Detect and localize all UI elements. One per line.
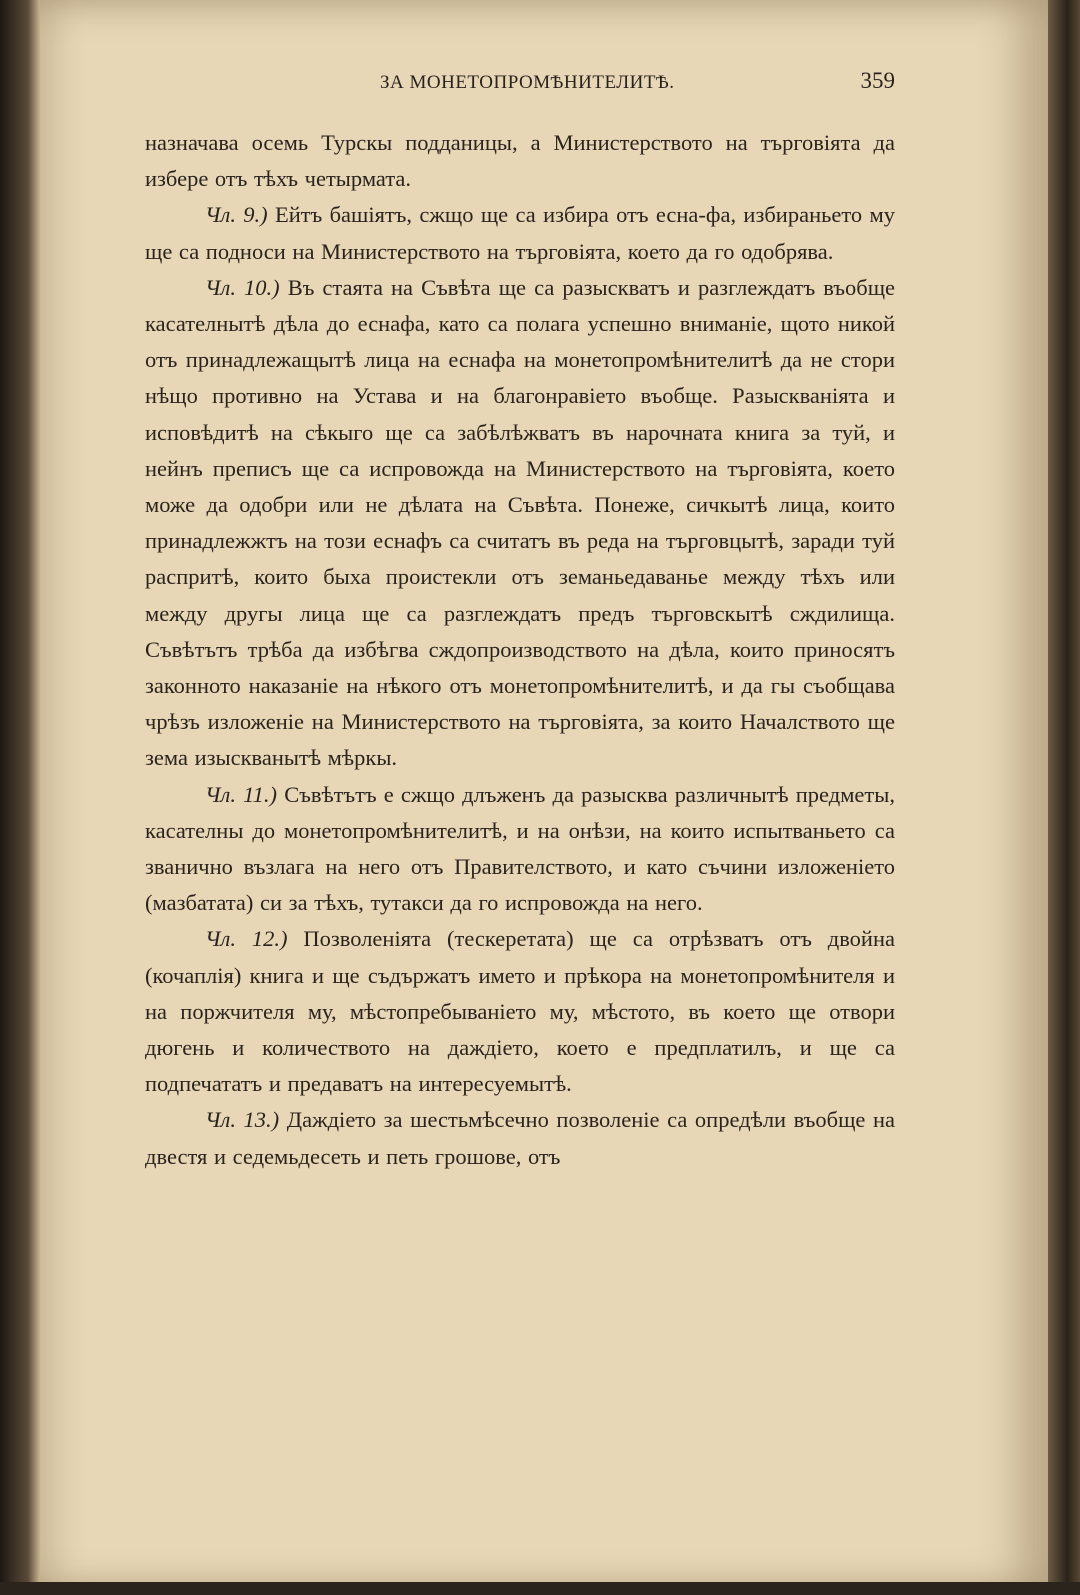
- article-11: [145, 777, 895, 922]
- page-number: 359: [860, 68, 895, 93]
- page-header: [145, 68, 895, 104]
- paragraph-text: Ейтъ башіятъ, сжщо ще са избира отъ есна-фа, избираньето му ще са подноси на Министерството на търговіята, което да го одобрява.: [145, 202, 895, 264]
- paragraph-text: Даждіето за шестьмѣсечно позволеніе са опредѣли въобще на двестя и седемьдесеть и петь грошове, отъ: [145, 1107, 895, 1169]
- article-13: [145, 1102, 895, 1174]
- article-label: Чл. 13.): [205, 1107, 280, 1133]
- paragraph-text: назначава осемь Турскы подданицы, а Министерството на търговіята да избере отъ тѣхъ четырмата.: [145, 130, 895, 192]
- paragraph-continuation: [145, 125, 895, 197]
- paragraph-text: Позволеніята (тескеретата) ще са отрѣзватъ отъ двойна (кочаплія) книга и ще съдържатъ името и прѣкора на монетопромѣнителя и на поржчителя му, мѣстопребываніето му, мѣстото, въ което ще отвори дюгень и количеството на даждіето, което е предплатилъ, и ще са подпечататъ и предаватъ на интересуемытѣ.: [145, 926, 895, 1097]
- article-9: [145, 197, 895, 269]
- book-gutter-left: [0, 0, 40, 1595]
- article-label: Чл. 11.): [205, 781, 278, 807]
- article-label: Чл. 10.): [205, 274, 280, 300]
- book-spine-edge: [1048, 0, 1080, 1595]
- running-title: ЗА МОНЕТОПРОМѢНИТЕЛИТѢ.: [380, 72, 675, 93]
- book-bottom-edge: [0, 1582, 1080, 1595]
- article-12: [145, 921, 895, 1102]
- body-text: [145, 125, 895, 1175]
- article-label: Чл. 9.): [205, 202, 268, 228]
- article-10: [145, 270, 895, 777]
- paragraph-text: Съвѣтътъ е сжщо длъженъ да разысква различнытѣ предметы, касателны до монетопромѣнителитѣ, и на онѣзи, на които испытваньето са званично възлага на него отъ Правителството, и като съчини изложеніето (мазбатата) си за тѣхъ, тутакси да го испровожда на него.: [145, 781, 895, 916]
- paragraph-text: Въ стаята на Съвѣта ще са разыскватъ и разглеждатъ въобще касателнытѣ дѣла до еснафа, като са полага успешно вниманіе, щото никой отъ принадлежащытѣ лица на еснафа на монетопромѣнителитѣ да не стори нѣщо противно на Устава и на благонравіето въобще. Разыскваніята и исповѣдитѣ на сѣкыго ще са забѣлѣжватъ въ нарочната книга за туй, и нейнъ преписъ ще са испровожда на Министерството на търговіята, което може да одобри или не дѣлата на Съвѣта. Понеже, сичкытѣ лица, които принадлежжтъ на този еснафъ са считатъ въ реда на търговцытѣ, заради туй распритѣ, които быха проистекли отъ земаньедаванье между тѣхъ или между другы лица ще са разглеждатъ предъ търговскытѣ сждилища. Съвѣтътъ трѣба да избѣгва сждопроизводството на дѣла, които приносятъ законното наказаніе на нѣкого отъ монетопромѣнителитѣ, и да гы съобщава чрѣзъ изложеніе на Министерството на търговіята, за които Началството ще зема изыскванытѣ мѣркы.: [145, 274, 896, 771]
- article-label: Чл. 12.): [205, 926, 288, 952]
